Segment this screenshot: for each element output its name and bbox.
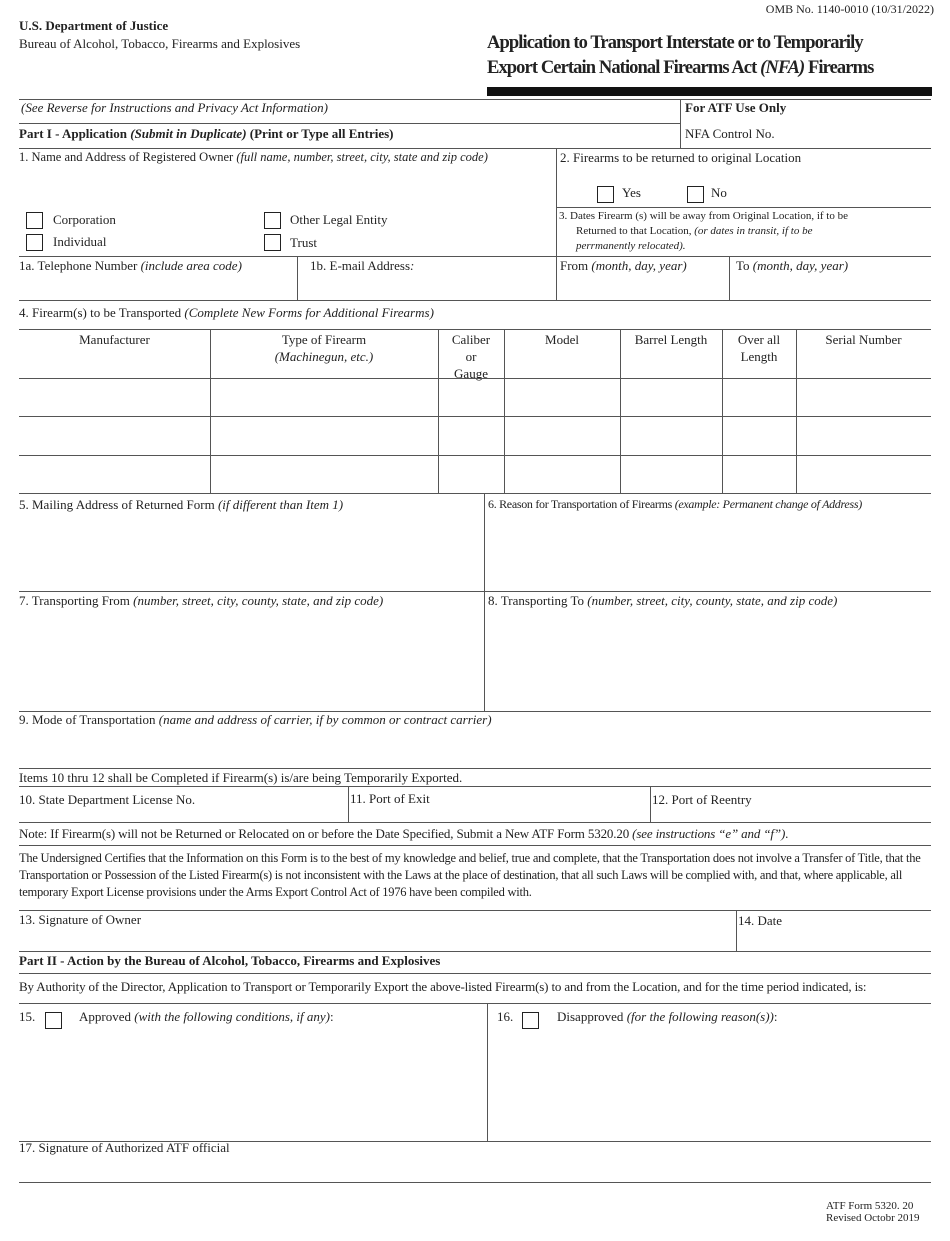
see-reverse-note: (See Reverse for Instructions and Privacy Act Information) bbox=[21, 100, 328, 115]
yes-checkbox[interactable] bbox=[597, 186, 614, 203]
disapproved-checkbox[interactable] bbox=[522, 1012, 539, 1029]
individual-label: Individual bbox=[53, 234, 107, 249]
corporation-label: Corporation bbox=[53, 212, 116, 227]
yes-label: Yes bbox=[622, 185, 641, 200]
col-model: Model bbox=[545, 332, 579, 347]
item11-label: 11. Port of Exit bbox=[350, 791, 430, 806]
form-title-line1: Application to Transport Interstate or to Temporarily bbox=[487, 33, 863, 53]
col-type-of-firearm: Type of Firearm (Machinegun, etc.) bbox=[274, 332, 374, 364]
certification-text: The Undersigned Certifies that the Information on this Form is to the best of my knowledge and belief, true and complete, that the Transportation does not involve a Transfer of Title, that the Transportation or Possession of the Listed Firearm(s) is not inconsistent with the Laws at the place of destination, that all such Laws will be complied with, and that, where applicable, all temporary Export License provisions under the Arms Export Control Act of 1976 have been compiled with. bbox=[19, 851, 921, 899]
item6-label: 6. Reason for Transportation of Firearms (example: Permanent change of Address) bbox=[488, 497, 862, 511]
item16-number: 16. bbox=[497, 1009, 514, 1024]
from-date-label: From (month, day, year) bbox=[560, 258, 687, 273]
item1-label: 1. Name and Address of Registered Owner (full name, number, street, city, state and zip code) bbox=[19, 150, 488, 164]
item10-label: 10. State Department License No. bbox=[19, 792, 196, 807]
form-number: ATF Form 5320. 20 bbox=[826, 1200, 914, 1212]
part1-heading: Part I - Application (Submit in Duplicate) (Print or Type all Entries) bbox=[19, 126, 394, 141]
item3-line2: Returned to that Location, (or dates in transit, if to be bbox=[576, 225, 813, 237]
col-manufacturer: Manufacturer bbox=[79, 332, 150, 347]
no-label: No bbox=[711, 185, 727, 200]
item1b-label: 1b. E-mail Address: bbox=[310, 258, 415, 273]
omb-number: OMB No. 1140-0010 (10/31/2022) bbox=[765, 2, 934, 16]
item5-label: 5. Mailing Address of Returned Form (if different than Item 1) bbox=[19, 497, 344, 512]
item7-label: 7. Transporting From (number, street, city, county, state, and zip code) bbox=[19, 593, 384, 608]
col-overall-length: Over all Length bbox=[737, 332, 781, 364]
col-serial-number: Serial Number bbox=[825, 332, 902, 347]
item3-line3: perrmanently relocated). bbox=[576, 240, 686, 252]
firearm-row[interactable] bbox=[20, 417, 930, 454]
part2-heading: Part II - Action by the Bureau of Alcohol, Tobacco, Firearms and Explosives bbox=[19, 953, 441, 968]
export-items-note: Items 10 thru 12 shall be Completed if Firearm(s) is/are being Temporarily Exported. bbox=[19, 770, 463, 785]
col-barrel-length: Barrel Length bbox=[634, 332, 708, 347]
individual-checkbox[interactable] bbox=[26, 234, 43, 251]
corporation-checkbox[interactable] bbox=[26, 212, 43, 229]
atf-use-only: For ATF Use Only bbox=[685, 100, 787, 115]
to-date-label: To (month, day, year) bbox=[736, 258, 849, 273]
item1a-label: 1a. Telephone Number (include area code) bbox=[19, 258, 242, 273]
trust-label: Trust bbox=[290, 235, 317, 250]
nfa-control-label: NFA Control No. bbox=[685, 126, 775, 141]
authority-text: By Authority of the Director, Application to Transport or Temporarily Export the above-listed Firearm(s) to and from the Location, and for the time period indicated, is: bbox=[19, 979, 867, 994]
item4-label: 4. Firearm(s) to be Transported (Complete New Forms for Additional Firearms) bbox=[19, 305, 434, 320]
department-name: U.S. Department of Justice bbox=[19, 18, 169, 33]
approved-checkbox[interactable] bbox=[45, 1012, 62, 1029]
item15-number: 15. bbox=[19, 1009, 36, 1024]
item9-label: 9. Mode of Transportation (name and address of carrier, if by common or contract carrier) bbox=[19, 712, 492, 727]
item13-label: 13. Signature of Owner bbox=[19, 912, 142, 927]
item14-label: 14. Date bbox=[738, 913, 783, 928]
item3-line1: 3. Dates Firearm (s) will be away from Original Location, if to be bbox=[559, 210, 848, 222]
item15-label: Approved (with the following conditions, if any): bbox=[79, 1009, 334, 1024]
header-rule bbox=[487, 87, 932, 96]
no-checkbox[interactable] bbox=[687, 186, 704, 203]
other-legal-entity-label: Other Legal Entity bbox=[290, 212, 388, 227]
trust-checkbox[interactable] bbox=[264, 234, 281, 251]
firearm-row[interactable] bbox=[20, 456, 930, 493]
revision-date: Revised Octobr 2019 bbox=[826, 1212, 920, 1224]
bureau-name: Bureau of Alcohol, Tobacco, Firearms and Explosives bbox=[19, 36, 301, 51]
firearm-row[interactable] bbox=[20, 379, 930, 416]
item17-label: 17. Signature of Authorized ATF official bbox=[19, 1140, 230, 1155]
item16-label: Disapproved (for the following reason(s)): bbox=[557, 1009, 778, 1024]
other-legal-entity-checkbox[interactable] bbox=[264, 212, 281, 229]
col-caliber: Caliber or Gauge bbox=[451, 332, 491, 381]
form-title-line2: Export Certain National Firearms Act (NFA) Firearms bbox=[487, 58, 874, 78]
resubmit-note: Note: If Firearm(s) will not be Returned or Relocated on or before the Date Specified, Submit a New ATF Form 5320.20 (see instructions “e” and “f”). bbox=[19, 826, 789, 841]
item12-label: 12. Port of Reentry bbox=[652, 792, 752, 807]
item2-label: 2. Firearms to be returned to original Location bbox=[560, 150, 802, 165]
item8-label: 8. Transporting To (number, street, city, county, state, and zip code) bbox=[488, 593, 838, 608]
